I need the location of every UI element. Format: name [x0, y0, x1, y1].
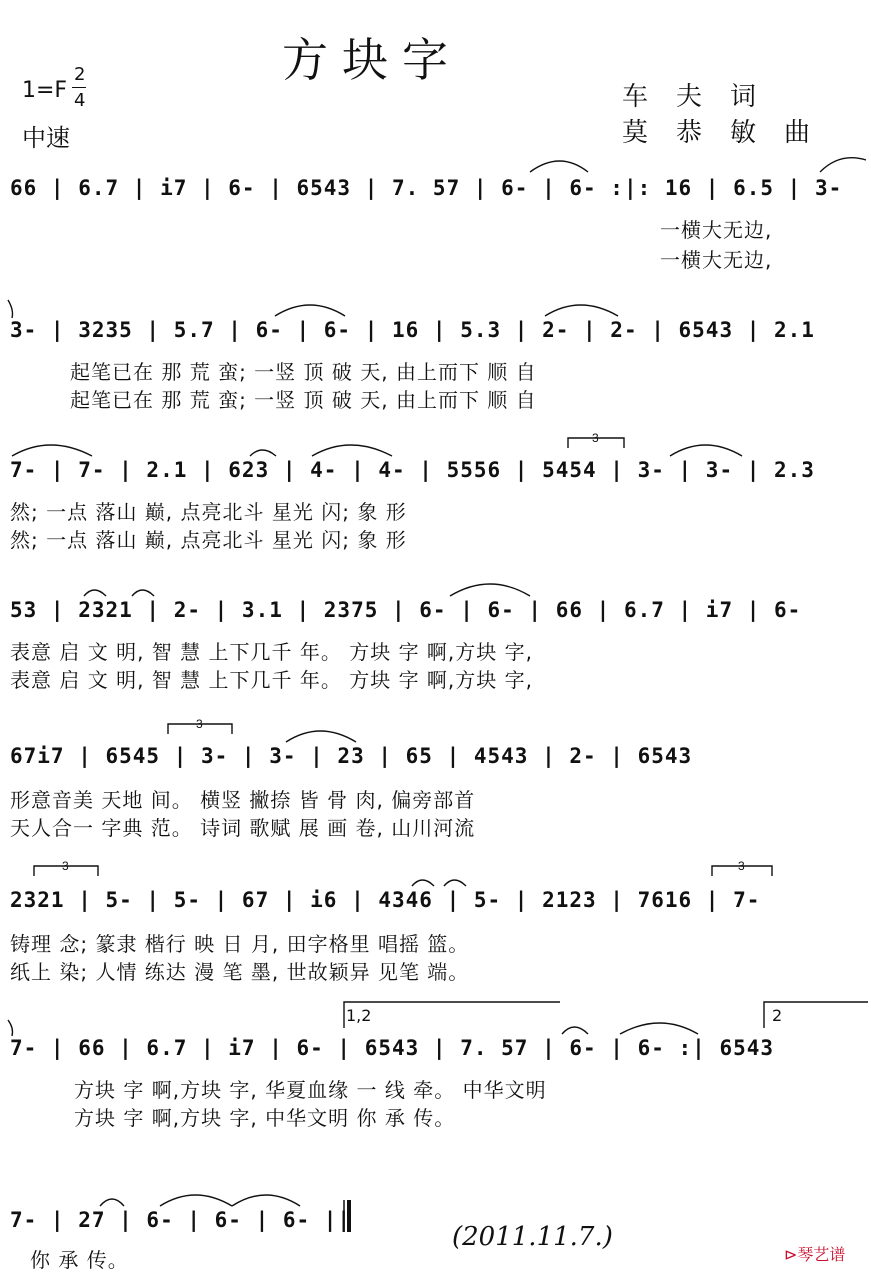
notation-row-8: 7- | 27 | 6- | 6- | 6- ||	[10, 1208, 352, 1232]
tie-mark	[250, 450, 276, 456]
time-signature-top: 2	[74, 64, 86, 85]
tie-mark	[12, 445, 92, 456]
lyrics-row-3-verse-2: 然; 一点 落山 巅, 点亮北斗 星光 闪; 象 形	[10, 528, 407, 552]
triplet-label: 3	[738, 859, 745, 873]
tie-mark	[8, 1020, 13, 1036]
lyrics-row-1-verse-2: 一横大无边,	[660, 248, 773, 272]
notation-row-2: 3- | 3235 | 5.7 | 6- | 6- | 16 | 5.3 | 2- | 2- | 6543 | 2.1	[10, 318, 815, 342]
lyrics-row-7-verse-2: 方块 字 啊,方块 字, 中华文明 你 承 传。	[74, 1106, 456, 1130]
notation-row-4: 53 | 2321 | 2- | 3.1 | 2375 | 6- | 6- | 66 | 6.7 | i7 | 6-	[10, 598, 802, 622]
lyrics-row-2-verse-1: 起笔已在 那 荒 蛮; 一竖 顶 破 天, 由上而下 顺 自	[70, 360, 537, 384]
tie-mark	[84, 590, 106, 596]
lyrics-row-1-verse-1: 一横大无边,	[660, 218, 773, 242]
notation-row-5: 67i7 | 6545 | 3- | 3- | 23 | 65 | 4543 | 2- | 6543	[10, 744, 693, 768]
lyricist-credit: 车夫词	[622, 82, 785, 112]
tie-mark	[232, 1195, 300, 1206]
lyrics-row-7-verse-1: 方块 字 啊,方块 字, 华夏血缘 一 线 牵。 中华文明	[74, 1078, 547, 1102]
tie-mark	[620, 1023, 698, 1034]
composer-credit: 莫恭敏曲	[622, 118, 839, 148]
triplet-label: 3	[592, 431, 599, 445]
tie-mark	[530, 161, 588, 172]
volta-bracket	[344, 1002, 560, 1028]
lyrics-row-6-verse-1: 铸理 念; 篆隶 楷行 映 日 月, 田字格里 唱摇 篮。	[10, 932, 470, 956]
notation-row-3: 7- | 7- | 2.1 | 623 | 4- | 4- | 5556 | 5454 | 3- | 3- | 2.3	[10, 458, 815, 482]
handwritten-date: (2011.11.7.)	[452, 1222, 613, 1252]
lyrics-row-3-verse-1: 然; 一点 落山 巅, 点亮北斗 星光 闪; 象 形	[10, 500, 407, 524]
tie-mark	[820, 158, 866, 172]
tie-mark	[100, 1199, 124, 1206]
volta-first-ending: 1,2	[346, 1006, 372, 1025]
tie-mark	[450, 584, 530, 596]
tempo-marking: 中速	[22, 124, 70, 152]
tie-mark	[132, 590, 154, 596]
tie-mark	[275, 305, 345, 316]
tie-mark	[8, 300, 13, 318]
lyrics-row-4-verse-1: 表意 启 文 明, 智 慧 上下几千 年。 方块 字 啊,方块 字,	[10, 640, 534, 664]
notation-row-6: 2321 | 5- | 5- | 67 | i6 | 4346 | 5- | 2123 | 7616 | 7-	[10, 888, 761, 912]
triplet-label: 3	[196, 717, 203, 731]
tie-mark	[444, 880, 466, 886]
lyrics-row-6-verse-2: 纸上 染; 人情 练达 漫 笔 墨, 世故颖异 见笔 端。	[10, 960, 470, 984]
key-signature: 1=F	[22, 78, 68, 103]
lyrics-row-5-verse-2: 天人合一 字典 范。 诗词 歌赋 展 画 卷, 山川河流	[10, 816, 476, 840]
tie-mark	[545, 305, 618, 316]
lyrics-row-5-verse-1: 形意音美 天地 间。 横竖 撇捺 皆 骨 肉, 偏旁部首	[10, 788, 476, 812]
volta-second-ending: 2	[772, 1006, 783, 1025]
tie-mark	[312, 445, 392, 456]
tie-mark	[562, 1027, 588, 1034]
logo-icon: ⊳	[784, 1245, 798, 1264]
song-title: 方块字	[282, 33, 462, 87]
notation-row-1: 66 | 6.7 | i7 | 6- | 6543 | 7. 57 | 6- | 6- :|: 16 | 6.5 | 3-	[10, 176, 843, 200]
volta-bracket	[764, 1002, 868, 1028]
lyrics-row-4-verse-2: 表意 启 文 明, 智 慧 上下几千 年。 方块 字 啊,方块 字,	[10, 668, 534, 692]
lyrics-row-8-verse-1: 你 承 传。	[30, 1248, 129, 1272]
logo-text: 琴艺谱	[797, 1245, 846, 1264]
notation-row-7: 7- | 66 | 6.7 | i7 | 6- | 6543 | 7. 57 | 6- | 6- :| 6543	[10, 1036, 775, 1060]
tie-mark	[286, 731, 356, 742]
lyrics-row-2-verse-2: 起笔已在 那 荒 蛮; 一竖 顶 破 天, 由上而下 顺 自	[70, 388, 537, 412]
triplet-label: 3	[62, 859, 69, 873]
time-signature-bottom: 4	[74, 90, 86, 111]
tie-mark	[160, 1195, 232, 1206]
tie-mark	[412, 880, 434, 886]
tie-mark	[670, 445, 742, 456]
